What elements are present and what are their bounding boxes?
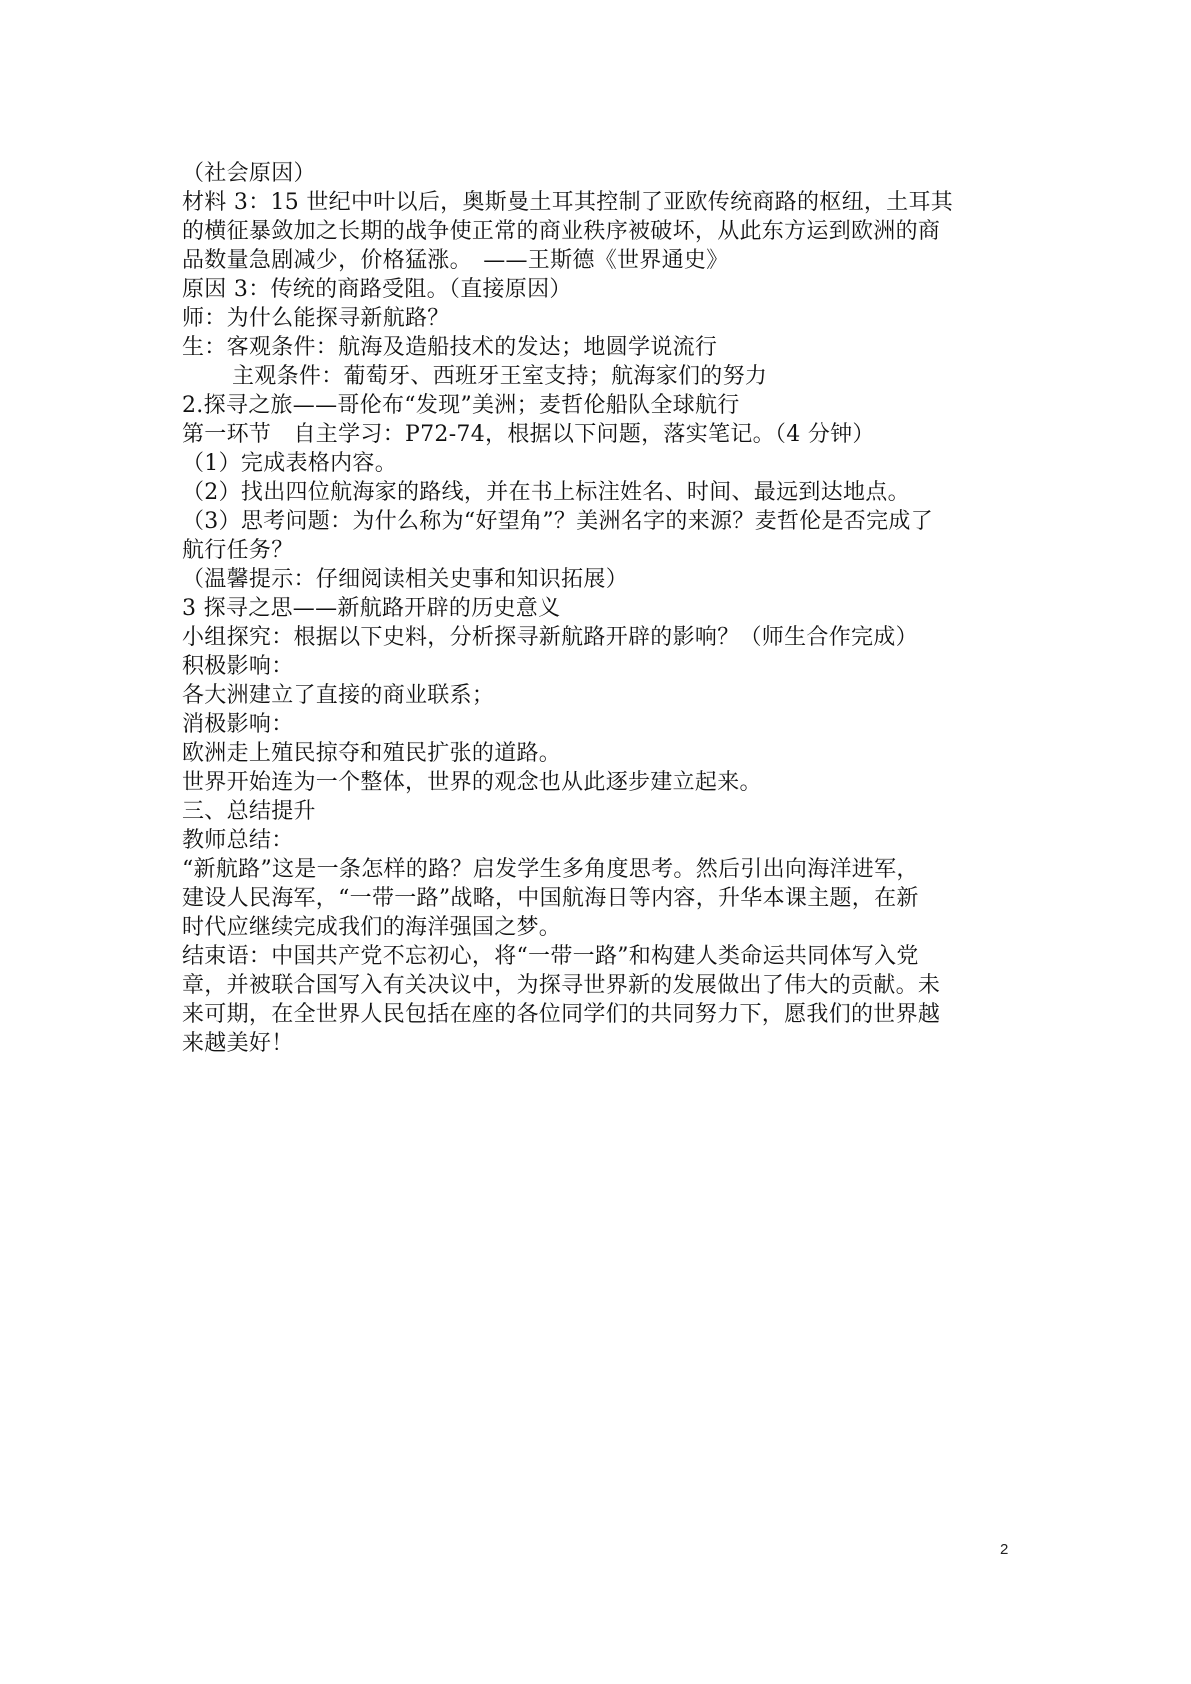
text-line: （社会原因） [182,161,316,186]
text-line: “新航路”这是一条怎样的路？启发学生多角度思考。然后引出向海洋进军， [182,857,919,882]
text-line: 师：为什么能探寻新航路？ [182,306,450,331]
text-line: 航行任务？ [182,538,294,563]
list-item: （3）思考问题：为什么称为“好望角”？美洲名字的来源？麦哲伦是否完成了 [182,509,933,534]
text-line: 第一环节 自主学习：P72-74，根据以下问题，落实笔记。（4 分钟） [182,422,875,447]
section-heading: 三、总结提升 [182,799,316,824]
text-line: 来越美好！ [182,1031,294,1056]
section-heading: 3 探寻之思——新航路开辟的历史意义 [182,596,561,621]
text-line: 材料 3：15 世纪中叶以后，奥斯曼土耳其控制了亚欧传统商路的枢纽，土耳其 [182,190,954,215]
text-line: 结束语：中国共产党不忘初心，将“一带一路”和构建人类命运共同体写入党 [182,944,919,969]
text-line: 消极影响： [182,712,294,737]
text-line: 各大洲建立了直接的商业联系； [182,683,495,708]
text-line: 的横征暴敛加之长期的战争使正常的商业秩序被破坏，从此东方运到欧洲的商 [182,219,941,244]
document-body [182,159,1012,1058]
text-line: 主观条件：葡萄牙、西班牙王室支持；航海家们的努力 [232,364,768,389]
text-line: 教师总结： [182,828,294,853]
text-line: 原因 3：传统的商路受阻。（直接原因） [182,277,572,302]
text-line: 小组探究：根据以下史料，分析探寻新航路开辟的影响？（师生合作完成） [182,625,918,650]
text-line: 世界开始连为一个整体，世界的观念也从此逐步建立起来。 [182,770,762,795]
text-line: 品数量急剧减少，价格猛涨。 ——王斯德《世界通史》 [182,248,729,273]
text-line: 欧洲走上殖民掠夺和殖民扩张的道路。 [182,741,562,766]
text-line: 章，并被联合国写入有关决议中，为探寻世界新的发展做出了伟大的贡献。未 [182,973,941,998]
text-line: 来可期，在全世界人民包括在座的各位同学们的共同努力下，愿我们的世界越 [182,1002,941,1027]
text-line: 生：客观条件：航海及造船技术的发达；地圆学说流行 [182,335,718,360]
text-line: （温馨提示：仔细阅读相关史事和知识拓展） [182,567,629,592]
page-number: 2 [1000,1541,1009,1558]
text-line: 时代应继续完成我们的海洋强国之梦。 [182,915,562,940]
list-item: （2）找出四位航海家的路线，并在书上标注姓名、时间、最远到达地点。 [182,480,910,505]
list-item: （1）完成表格内容。 [182,451,397,476]
section-heading: 2.探寻之旅——哥伦布“发现”美洲；麦哲伦船队全球航行 [182,393,740,418]
text-line: 建设人民海军，“一带一路”战略，中国航海日等内容，升华本课主题，在新 [182,886,919,911]
text-line: 积极影响： [182,654,294,679]
